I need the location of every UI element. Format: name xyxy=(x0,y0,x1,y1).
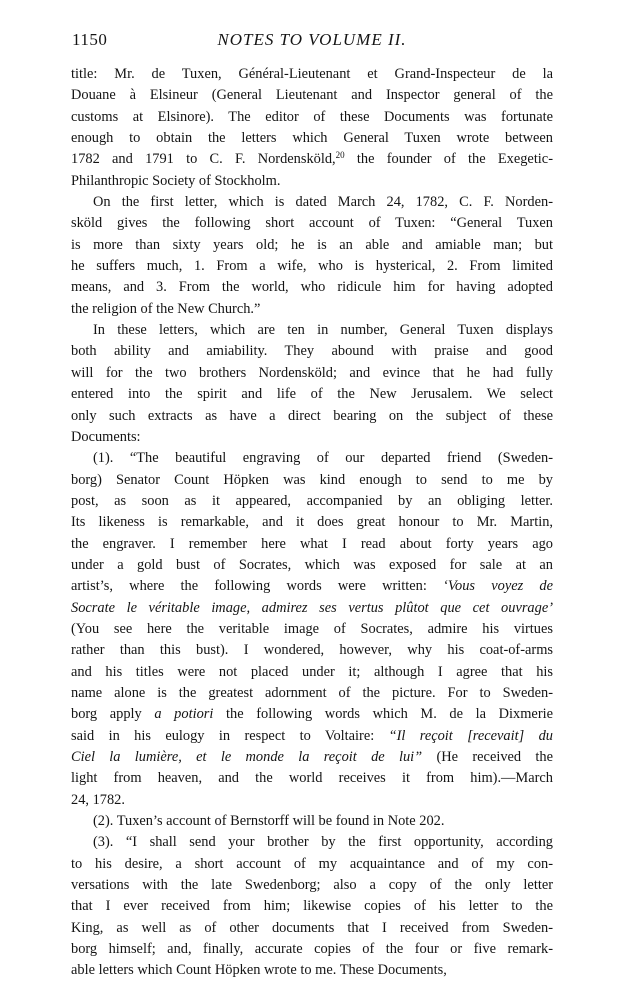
text-line: and his titles were not placed under it; although I agree that his xyxy=(71,663,553,680)
text-line: to his desire, a short account of my acquaintance and of my con- xyxy=(71,855,553,872)
text-line: able letters which Count Höpken wrote to me. These Documents, xyxy=(71,962,447,979)
text-line: (3). “I shall send your brother by the first opportunity, according xyxy=(93,834,553,851)
text-line: Douane à Elsineur (General Lieutenant and Inspector general of the xyxy=(71,87,553,104)
text-line: name alone is the greatest adornment of the picture. For to Sweden- xyxy=(71,684,553,701)
text-line: rather than this bust). I wondered, however, why his coat-of-arms xyxy=(71,642,553,659)
text-line: 1782 and 1791 to C. F. Nordensköld,$^{20}$ the founder of the Exegetic- xyxy=(71,150,553,168)
text-line: he suffers much, 1. From a wife, who is hysterical, 2. From limited xyxy=(71,258,553,275)
page-header xyxy=(72,30,552,52)
text-line: entered into the spirit and life of the New Jerusalem. We select xyxy=(71,386,553,403)
body-text xyxy=(71,64,553,982)
italic-text: ‘Vous voyez de xyxy=(443,578,553,595)
text-line: means, and 3. From the world, who ridicule him for having adopted xyxy=(71,279,553,296)
text-line: borg) Senator Count Höpken was kind enough to send to me by xyxy=(71,471,553,488)
text-line: that I ever received from him; likewise copies of his letter to the xyxy=(71,898,553,915)
text-line: said in his eulogy in respect to Voltaire: “Il reçoit [recevait] du xyxy=(71,727,553,744)
italic-text: Ciel la lumière, et le monde la reçoit de lui” xyxy=(71,749,423,765)
text-line: only such extracts as have a direct bearing on the subject of these xyxy=(71,407,553,424)
text-line: In these letters, which are ten in number, General Tuxen displays xyxy=(93,322,553,339)
text-line: borg himself; and, finally, accurate copies of the four or five remark- xyxy=(71,941,553,958)
text-line: (2). Tuxen’s account of Bernstorff will be found in Note 202. xyxy=(93,813,445,830)
footnote-ref: 20 xyxy=(335,150,345,161)
text-line: Its likeness is remarkable, and it does great honour to Mr. Martin, xyxy=(71,514,553,531)
page-number: 1150 xyxy=(72,30,108,49)
italic-text: a potiori xyxy=(154,706,214,723)
text-line: is more than sixty years old; he is an able and amiable man; but xyxy=(71,236,553,253)
text-line: artist’s, where the following words were written: ‘Vous voyez de xyxy=(71,578,553,595)
italic-text: Socrate le véritable image, admirez ses vertus plûtot que cet ouvrage’ xyxy=(71,599,553,616)
text-line: the engraver. I remember here what I read about forty years ago xyxy=(71,535,553,552)
text-line: sköld gives the following short account of Tuxen: “General Tuxen xyxy=(71,215,553,232)
text-line: 24, 1782. xyxy=(71,791,125,808)
text-line: title: Mr. de Tuxen, Général-Lieutenant et Grand-Inspecteur de la xyxy=(71,66,553,82)
text-line: versations with the late Swedenborg; also a copy of the only letter xyxy=(71,877,553,894)
text-line: Documents: xyxy=(71,428,141,445)
text-line: Philanthropic Society of Stockholm. xyxy=(71,172,281,189)
text-line: will for the two brothers Nordensköld; and evince that he had fully xyxy=(71,364,553,381)
text-line: borg apply a potiori the following words which M. de la Dixmerie xyxy=(71,706,553,723)
text-line: King, as well as of other documents that I received from Sweden- xyxy=(71,919,553,936)
text-line: under a gold bust of Socrates, which was exposed for sale at an xyxy=(71,556,553,573)
running-title: NOTES TO VOLUME II. xyxy=(217,30,407,49)
text-line: On the first letter, which is dated March 24, 1782, C. F. Norden- xyxy=(93,194,553,211)
text-line: Ciel la lumière, et le monde la reçoit de lui” (He received the xyxy=(71,749,553,765)
text-line: enough to obtain the letters which General Tuxen wrote between xyxy=(71,130,553,147)
text-line: (1). “The beautiful engraving of our departed friend (Sweden- xyxy=(93,450,553,467)
text-line: customs at Elsinore). The editor of these Documents was fortunate xyxy=(71,108,553,125)
text-line: post, as soon as it appeared, accompanied by an obliging letter. xyxy=(71,492,553,509)
italic-text: “Il reçoit [recevait] du xyxy=(388,727,553,744)
text-line xyxy=(71,598,553,619)
text-line: the religion of the New Church.” xyxy=(71,300,261,317)
text-line: (You see here the veritable image of Socrates, admire his virtues xyxy=(71,620,553,637)
text-line: light from heaven, and the world receives it from him).—March xyxy=(71,770,553,787)
text-line: both ability and amiability. They abound with praise and good xyxy=(71,343,553,360)
